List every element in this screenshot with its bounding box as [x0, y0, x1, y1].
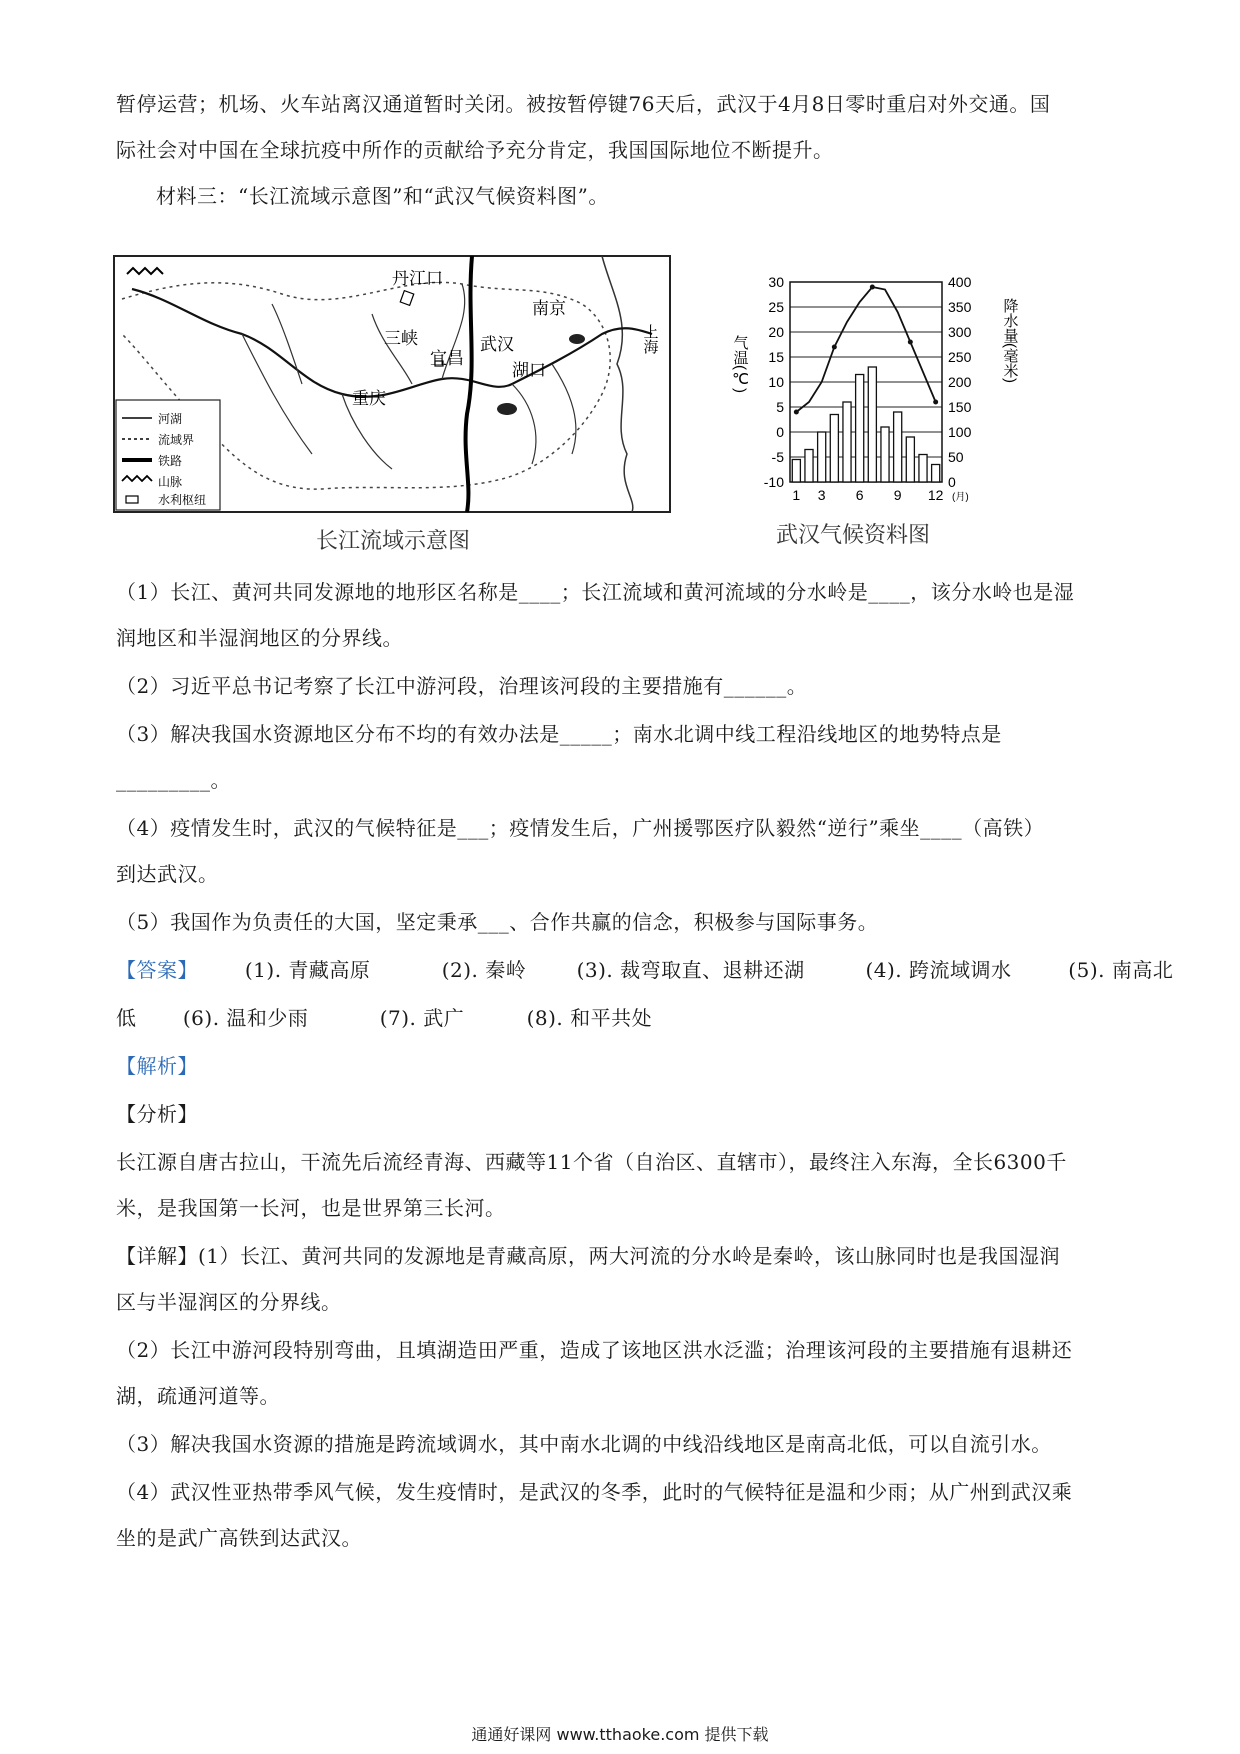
question-3-cont: _________。: [116, 768, 231, 792]
temperature-point: [870, 285, 875, 290]
temperature-line: [796, 287, 935, 412]
x-tick-label: 12: [927, 487, 944, 503]
temperature-point: [794, 410, 799, 415]
y-right-tick-label: 350: [948, 299, 972, 315]
legend-item: 铁路: [158, 454, 183, 468]
fenxi-label: 【分析】: [116, 1102, 198, 1126]
map-caption: 长江流域示意图: [316, 529, 471, 554]
map-city-label: 武汉: [480, 335, 514, 354]
detail-4: （4）武汉性亚热带季风气候，发生疫情时，是武汉的冬季，此时的气候特征是温和少雨；从广州到武汉乘: [116, 1480, 1073, 1504]
question-5: （5）我国作为负责任的大国，坚定秉承___、合作共赢的信念，积极参与国际事务。: [116, 910, 879, 934]
material-three-heading: 材料三：“长江流域示意图”和“武汉气候资料图”。: [156, 184, 609, 208]
precip-bar: [843, 402, 851, 482]
yangtze-basin-map: [112, 254, 672, 516]
page-footer: 通通好课网 www.tthaoke.com 提供下载: [471, 1725, 769, 1744]
question-4-cont: 到达武汉。: [116, 862, 219, 886]
legend-item: 流域界: [158, 433, 195, 447]
y-left-tick-label: -5: [771, 449, 784, 465]
precip-bar: [894, 412, 902, 482]
y-left-tick-label: -10: [763, 474, 784, 490]
question-3: （3）解决我国水资源地区分布不均的有效办法是_____；南水北调中线工程沿线地区的地势特点是: [116, 722, 1002, 746]
y-right-tick-label: 300: [948, 324, 972, 340]
temperature-point: [908, 340, 913, 345]
chart-caption: 武汉气候资料图: [776, 523, 931, 548]
y-left-axis-title: 气温(℃): [731, 335, 749, 393]
map-city-label: 上海: [641, 324, 659, 354]
y-right-tick-label: 0: [948, 474, 956, 490]
answer-line-2: [116, 1004, 1126, 1032]
wuhan-climate-chart: [720, 270, 1020, 520]
answer-item: (8). 和平共处: [526, 1006, 653, 1030]
fenxi-text: 米，是我国第一长河，也是世界第三长河。: [116, 1196, 506, 1220]
answer-label: 【答案】: [116, 958, 198, 982]
answer-item: (1). 青藏高原: [244, 958, 371, 982]
precip-bar: [856, 375, 864, 483]
answer-item: (5). 南高北: [1068, 958, 1174, 982]
temperature-point: [933, 400, 938, 405]
detail-4-cont: 坐的是武广高铁到达武汉。: [116, 1526, 362, 1550]
precip-bar: [830, 415, 838, 483]
precip-bar: [919, 455, 927, 483]
legend-item: 山脉: [158, 475, 183, 489]
answer-item: (2). 秦岭: [441, 958, 527, 982]
y-right-tick-label: 50: [948, 449, 964, 465]
fenxi-text: 长江源自唐古拉山，干流先后流经青海、西藏等11个省（自治区、直辖市），最终注入东海，全长6300千: [116, 1150, 1067, 1174]
y-left-tick-label: 20: [768, 324, 784, 340]
y-right-tick-label: 150: [948, 399, 972, 415]
x-tick-label: 3: [817, 487, 826, 503]
x-unit-label: (月): [952, 492, 969, 503]
x-tick-label: 1: [792, 487, 801, 503]
text-line: 际社会对中国在全球抗疫中所作的贡献给予充分肯定，我国国际地位不断提升。: [116, 138, 834, 162]
question-1-cont: 润地区和半湿润地区的分界线。: [116, 626, 403, 650]
y-left-tick-label: 25: [768, 299, 784, 315]
map-city-label: 三峡: [384, 329, 418, 348]
detail-1: 【详解】(1）长江、黄河共同的发源地是青藏高原，两大河流的分水岭是秦岭，该山脉同时也是我国湿润: [116, 1244, 1061, 1268]
temperature-point: [832, 345, 837, 350]
x-tick-label: 9: [893, 487, 902, 503]
question-1: （1）长江、黄河共同发源地的地形区名称是____；长江流域和黄河流域的分水岭是____，该分水岭也是湿: [116, 580, 1075, 604]
precip-bar: [906, 437, 914, 482]
y-right-tick-label: 200: [948, 374, 972, 390]
question-4: （4）疫情发生时，武汉的气候特征是___；疫情发生后，广州援鄂医疗队毅然“逆行”乘坐____（高铁）: [116, 816, 1045, 840]
y-right-tick-label: 400: [948, 274, 972, 290]
y-left-tick-label: 15: [768, 349, 784, 365]
text-line: 暂停运营；机场、火车站离汉通道暂时关闭。被按暂停键76天后，武汉于4月8日零时重启对外交通。国: [116, 92, 1051, 116]
map-city-label: 南京: [532, 299, 566, 318]
y-right-tick-label: 100: [948, 424, 972, 440]
y-left-tick-label: 30: [768, 274, 784, 290]
detail-2-cont: 湖，疏通河道等。: [116, 1384, 280, 1408]
answer-item: 低: [116, 1006, 137, 1030]
y-left-tick-label: 5: [776, 399, 784, 415]
y-right-tick-label: 250: [948, 349, 972, 365]
precip-bar: [881, 427, 889, 482]
answer-item: (4). 跨流域调水: [865, 958, 1012, 982]
precip-bar: [818, 432, 826, 482]
answer-line-1: [116, 956, 1174, 984]
precip-bar: [792, 460, 800, 483]
detail-2: （2）长江中游河段特别弯曲，且填湖造田严重，造成了该地区洪水泛滥；治理该河段的主要措施有退耕还: [116, 1338, 1073, 1362]
map-city-label: 丹江口: [392, 269, 443, 288]
detail-1-cont: 区与半湿润区的分界线。: [116, 1290, 342, 1314]
question-2: （2）习近平总书记考察了长江中游河段，治理该河段的主要措施有______。: [116, 674, 808, 698]
map-legend: [116, 400, 220, 510]
answer-item: (3). 裁弯取直、退耕还湖: [576, 958, 805, 982]
map-city-label: 宜昌: [430, 349, 464, 368]
y-left-tick-label: 10: [768, 374, 784, 390]
y-left-tick-label: 0: [776, 424, 784, 440]
precip-bar: [868, 367, 876, 482]
answer-item: (7). 武广: [379, 1006, 465, 1030]
legend-item: 河湖: [158, 412, 183, 426]
precip-bar: [932, 465, 940, 483]
detail-3: （3）解决我国水资源的措施是跨流域调水，其中南水北调的中线沿线地区是南高北低，可以自流引水。: [116, 1432, 1052, 1456]
legend-item: 水利枢纽: [158, 493, 207, 507]
precip-bar: [805, 450, 813, 483]
analysis-label: 【解析】: [116, 1054, 198, 1078]
answer-item: (6). 温和少雨: [182, 1006, 309, 1030]
x-tick-label: 6: [855, 487, 864, 503]
map-city-label: 湖口: [512, 361, 546, 380]
y-right-axis-title: 降水量(毫米): [1001, 298, 1019, 383]
map-city-label: 重庆: [352, 389, 386, 408]
